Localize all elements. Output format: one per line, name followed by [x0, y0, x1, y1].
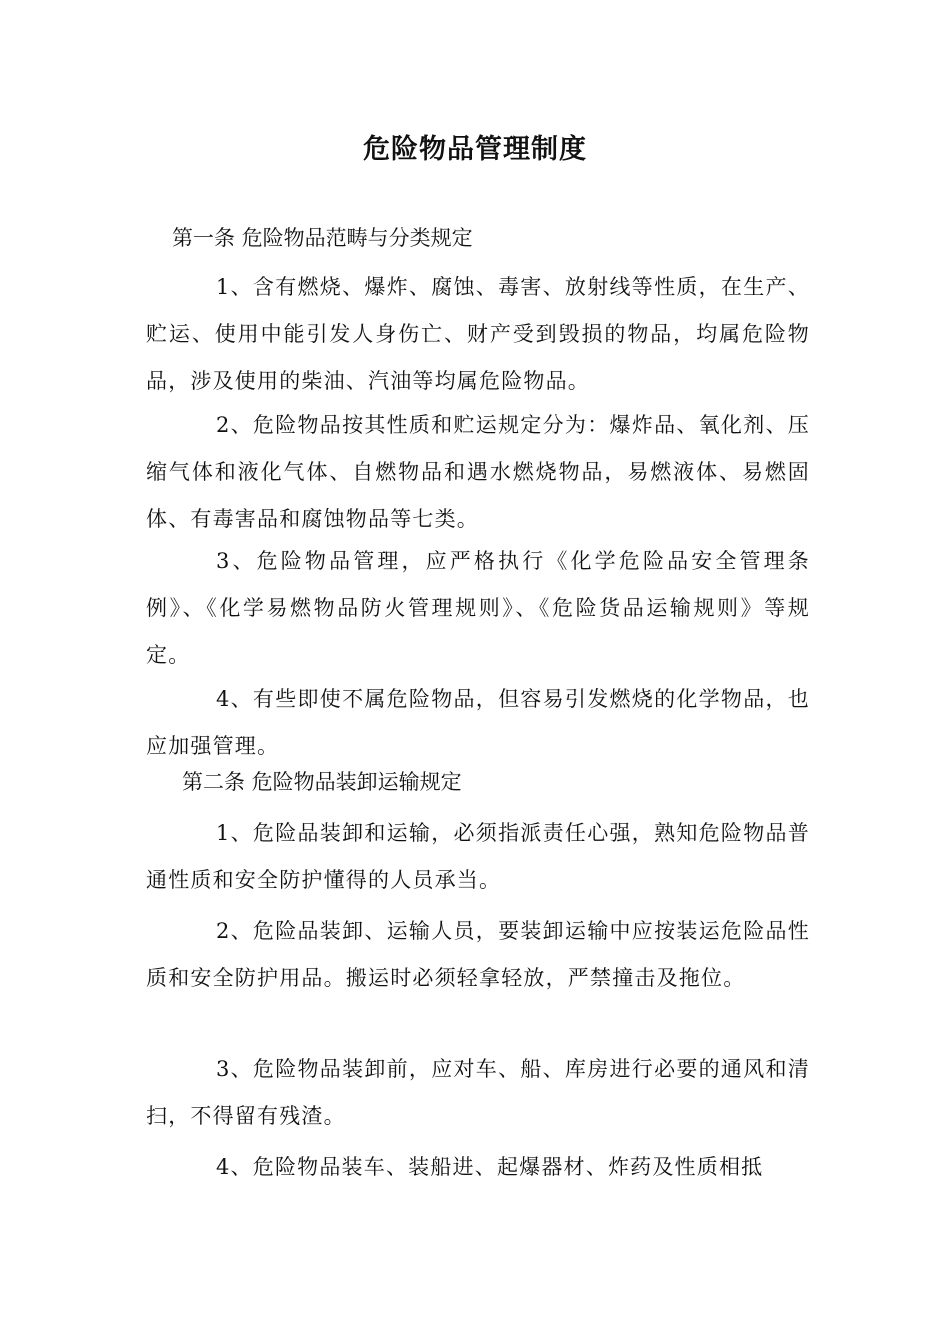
article-1-heading: 第一条 危险物品范畴与分类规定	[172, 226, 473, 250]
article-2-item-2: 2、危险品装卸、运输人员，要装卸运输中应按装运危险品性质和安全防护用品。搬运时必须轻拿轻放，严禁撞击及拖位。	[146, 919, 810, 990]
article-2-item-4: 4、危险物品装车、装船进、起爆器材、炸药及性质相抵	[216, 1155, 764, 1179]
article-2-item-3: 3、危险物品装卸前，应对车、船、库房进行必要的通风和清扫，不得留有残渣。	[146, 1057, 810, 1128]
article-2-heading: 第二条 危险物品装卸运输规定	[182, 770, 462, 794]
document-title: 危险物品管理制度	[363, 134, 587, 165]
article-1-item-2: 2、危险物品按其性质和贮运规定分为：爆炸品、氧化剂、压缩气体和液化气体、自燃物品和遇水燃烧物品，易燃液体、易燃固体、有毒害品和腐蚀物品等七类。	[146, 413, 810, 531]
article-2-item-1: 1、危险品装卸和运输，必须指派责任心强，熟知危险物品普通性质和安全防护懂得的人员承当。	[146, 821, 810, 892]
article-1-item-4: 4、有些即使不属危险物品，但容易引发燃烧的化学物品，也应加强管理。	[146, 687, 810, 758]
article-1-item-1: 1、含有燃烧、爆炸、腐蚀、毒害、放射线等性质，在生产、贮运、使用中能引发人身伤亡、财产受到毁损的物品，均属危险物品，涉及使用的柴油、汽油等均属危险物品。	[146, 275, 810, 393]
article-1-item-3: 3、危险物品管理，应严格执行《化学危险品安全管理条例》、《化学易燃物品防火管理规则》、《危险货品运输规则》等规定。	[146, 549, 810, 667]
